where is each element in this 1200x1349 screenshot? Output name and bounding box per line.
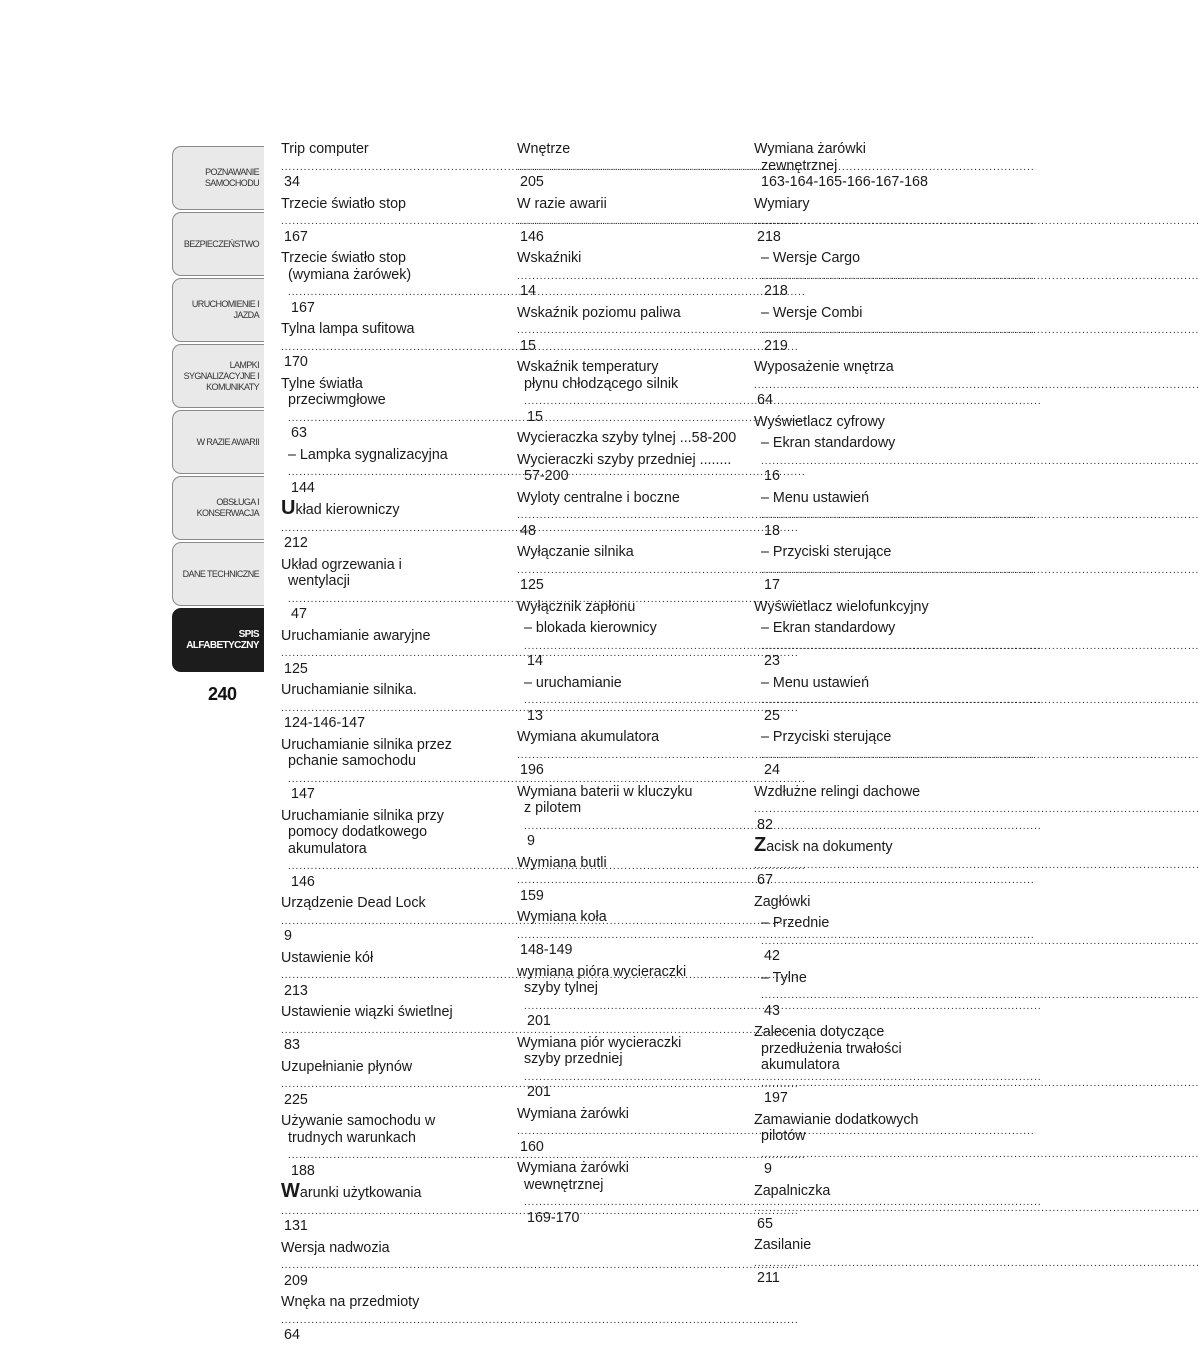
dot-leader — [761, 561, 976, 578]
page-ref[interactable]: 218 — [757, 228, 781, 245]
dot-leader — [281, 912, 503, 929]
dot-leader — [754, 856, 976, 873]
dot-leader — [281, 519, 503, 536]
dot-leader — [761, 1145, 976, 1162]
page-ref[interactable]: 48 — [520, 522, 536, 539]
page-ref[interactable]: 15 — [527, 408, 543, 425]
entry-text: Uzupełnianie płynów — [281, 1058, 413, 1075]
index-entry — [517, 675, 739, 725]
page-ref[interactable]: 219 — [764, 337, 788, 354]
entry-text: – Ekran standardowy — [761, 620, 896, 636]
entry-text: Wskaźnik temperatury — [517, 359, 659, 375]
entry-text: Wymiana żarówki — [517, 1160, 629, 1176]
entry-text: Wskaźniki — [517, 250, 582, 266]
entry-text: wentylacji — [288, 573, 350, 589]
index-entry — [754, 544, 976, 594]
entry-text: Używanie samochodu w — [281, 1113, 436, 1129]
dot-leader — [761, 637, 976, 654]
index-entry — [517, 620, 739, 670]
dot-leader — [281, 338, 503, 355]
index-entry — [754, 490, 976, 540]
entry-text: Wymiana piór wycieraczki — [517, 1034, 682, 1051]
page-ref[interactable]: 144 — [291, 479, 315, 496]
dot-leader — [281, 212, 503, 229]
index-entry — [281, 1004, 503, 1054]
dot-leader — [761, 321, 976, 338]
tab-label: POZNAWANIE SAMOCHODU — [204, 167, 259, 188]
page-ref[interactable]: 9 — [527, 833, 535, 849]
page-ref[interactable]: 167 — [291, 299, 315, 316]
dot-leader — [281, 1202, 503, 1219]
entry-text: Wyłącznik zapłonu — [517, 598, 636, 615]
index-entry — [281, 196, 503, 246]
entry-text: płynu chłodzącego silnik — [524, 375, 679, 392]
page-ref[interactable]: 197 — [764, 1090, 788, 1106]
index-entry — [281, 141, 503, 191]
index-entry — [754, 834, 976, 889]
dot-leader — [281, 1256, 503, 1273]
dot-leader — [524, 637, 739, 654]
page-ref[interactable]: 131 — [284, 1218, 308, 1234]
entry-text: – Przyciski sterujące — [761, 729, 892, 745]
dot-leader — [281, 966, 503, 983]
page-ref[interactable]: 211 — [757, 1270, 780, 1286]
initial-letter: W — [281, 1180, 300, 1202]
page-number: 240 — [208, 684, 237, 704]
dot-leader — [288, 857, 503, 874]
entry-text: Trip computer — [281, 141, 369, 157]
entry-text: pchanie samochodu — [288, 753, 416, 769]
index-entry — [754, 894, 976, 911]
entry-text: – Wersje Combi — [761, 304, 863, 321]
index-column-3 — [754, 141, 976, 1292]
entry-text: Wyloty centralne i boczne — [517, 489, 680, 506]
entry-text: Tylne światła — [281, 375, 363, 392]
entry-text: – blokada kierownicy — [524, 620, 657, 636]
page-ref[interactable]: 225 — [284, 1091, 308, 1108]
index-entry — [517, 909, 739, 959]
dot-leader — [281, 158, 503, 175]
page-ref[interactable]: 213 — [284, 982, 308, 999]
tab-spis-alfabetyczny[interactable] — [172, 608, 264, 672]
page-ref[interactable]: 82 — [757, 816, 773, 833]
index-entry — [517, 452, 739, 485]
index-entry — [754, 970, 976, 1020]
index-entry — [517, 1035, 739, 1101]
entry-text: – Menu ustawień — [761, 489, 870, 506]
page-ref[interactable]: 13 — [527, 707, 543, 724]
entry-text: 57-200 — [524, 468, 569, 484]
entry-text: – Tylne — [761, 969, 807, 986]
index-entry — [754, 435, 976, 485]
entry-text: Tylna lampa sufitowa — [281, 321, 415, 337]
index-entry — [517, 544, 739, 594]
page-ref[interactable]: 170 — [284, 354, 308, 370]
entry-text: – Menu ustawień — [761, 674, 870, 691]
page-ref[interactable]: 146 — [520, 228, 544, 245]
page-ref[interactable]: 14 — [527, 653, 543, 669]
dot-leader — [281, 1311, 503, 1328]
index-entry — [281, 447, 503, 497]
tab-poznawanie-samochodu[interactable] — [172, 146, 264, 210]
dot-leader — [761, 986, 976, 1003]
index-entry — [517, 599, 739, 616]
index-entry — [754, 414, 976, 431]
entry-text: Układ kierowniczy — [281, 497, 400, 519]
entry-text: W razie awarii — [517, 195, 607, 212]
entry-text: Wymiana baterii w kluczyku — [517, 783, 693, 800]
dot-leader — [754, 800, 976, 817]
entry-text: Zamawianie dodatkowych — [754, 1111, 919, 1128]
entry-text: zewnętrznej — [761, 157, 838, 174]
dot-leader — [517, 267, 739, 284]
page-ref[interactable]: 148-149 — [520, 942, 573, 958]
dot-leader — [754, 1199, 976, 1216]
index-entry — [281, 1180, 503, 1235]
index-entry — [754, 1183, 976, 1233]
entry-text: przedłużenia trwałości — [761, 1040, 902, 1057]
entry-text: Zagłówki — [754, 893, 811, 910]
page-ref[interactable]: 125 — [520, 577, 544, 593]
dot-leader — [761, 746, 976, 763]
page-ref[interactable]: 163-164-165-166-167-168 — [761, 174, 928, 190]
dot-leader — [281, 699, 503, 716]
index-entry — [281, 321, 503, 371]
page-ref[interactable]: 169-170 — [527, 1209, 580, 1226]
page-ref[interactable]: 146 — [291, 873, 315, 890]
entry-text: wymiana pióra wycieraczki — [517, 963, 687, 980]
entry-text: Trzecie światło stop — [281, 250, 407, 266]
entry-text: Układ ogrzewania i — [281, 556, 402, 573]
dot-leader — [517, 158, 739, 175]
index-entry — [754, 1112, 976, 1178]
index-entry — [754, 915, 976, 965]
dot-leader — [288, 770, 503, 787]
entry-text: Uruchamianie silnika przy — [281, 807, 444, 824]
index-entry — [754, 305, 976, 355]
tab-lampki-sygnalizacyjne-i-komunikaty[interactable] — [172, 344, 264, 408]
entry-text: z pilotem — [524, 800, 582, 816]
page-ref[interactable]: 9 — [764, 1161, 772, 1177]
dot-leader — [281, 1075, 503, 1092]
page-ref[interactable]: 125 — [284, 660, 308, 677]
dot-leader — [524, 817, 739, 834]
dot-leader — [517, 506, 739, 523]
entry-text: Wymiana koła — [517, 909, 607, 925]
index-entry — [754, 250, 976, 300]
index-entry — [517, 196, 739, 246]
entry-text: Wymiana butli — [517, 854, 607, 871]
index-entry — [517, 729, 739, 779]
page-ref[interactable]: 42 — [764, 948, 780, 964]
tab-label: SPIS ALFABETYCZNY — [186, 629, 259, 651]
entry-text: wewnętrznej — [524, 1176, 604, 1193]
entry-text: Wymiana żarówki — [517, 1105, 629, 1122]
dot-leader — [517, 561, 739, 578]
index-entry — [517, 1160, 739, 1226]
index-entry — [754, 784, 976, 834]
page-ref[interactable]: 159 — [520, 887, 544, 904]
entry-text: Wyświetlacz cyfrowy — [754, 413, 885, 430]
entry-text: – Ekran standardowy — [761, 435, 896, 451]
index-entry — [281, 950, 503, 1000]
index-column-2 — [517, 141, 739, 1231]
entry-text: Wymiana żarówki — [754, 141, 866, 157]
dot-leader — [288, 1146, 503, 1163]
page-ref[interactable]: 9 — [284, 928, 292, 944]
index-entry — [281, 682, 503, 732]
dot-leader — [754, 376, 976, 393]
dot-leader — [524, 1068, 739, 1085]
page-ref[interactable]: 63 — [291, 425, 307, 441]
entry-text: Uruchamianie silnika przez — [281, 736, 452, 753]
entry-text: przeciwmgłowe — [288, 392, 386, 408]
entry-text: – uruchamianie — [524, 674, 622, 691]
dot-leader — [761, 932, 976, 949]
tab-obsługa-i-konserwacja[interactable] — [172, 476, 264, 540]
entry-text: Ustawienie wiązki świetlnej — [281, 1004, 453, 1020]
page-ref[interactable]: 205 — [520, 174, 544, 190]
dot-leader — [524, 997, 739, 1014]
entry-text: Urządzenie Dead Lock — [281, 895, 426, 911]
index-entry — [281, 628, 503, 678]
dot-leader — [517, 321, 739, 338]
tab-uruchomienie-i-jazda[interactable] — [172, 278, 264, 342]
page-ref[interactable]: 201 — [527, 1013, 551, 1029]
page-ref[interactable]: 209 — [284, 1272, 308, 1289]
index-entry — [281, 1294, 503, 1344]
dot-leader — [288, 463, 503, 480]
page-ref[interactable]: 58-200 — [691, 430, 737, 446]
tab-label: URUCHOMIENIE I JAZDA — [191, 299, 259, 320]
index-entry — [754, 675, 976, 725]
entry-text: Wyłączanie silnika — [517, 544, 634, 560]
page-ref[interactable]: 124-146-147 — [284, 715, 366, 731]
entry-text: Wnęka na przedmioty — [281, 1294, 420, 1310]
dot-leader — [288, 590, 503, 607]
page-ref[interactable]: 83 — [284, 1037, 300, 1053]
index-entry — [517, 1106, 739, 1156]
index-entry — [517, 855, 739, 905]
entry-text: Uruchamianie silnika. — [281, 682, 417, 698]
page-ref[interactable]: 14 — [520, 283, 536, 299]
index-column-1 — [281, 141, 503, 1349]
tab-w-razie-awarii[interactable] — [172, 410, 264, 474]
dot-leader — [288, 409, 503, 426]
index-entry — [517, 490, 739, 540]
entry-text: szyby tylnej — [524, 980, 598, 996]
index-entry — [281, 1059, 503, 1109]
index-entry — [517, 250, 739, 300]
entry-text: Ustawienie kół — [281, 949, 374, 966]
dot-leader — [761, 267, 976, 284]
entry-text: Wymiary — [754, 195, 810, 212]
page-ref[interactable]: 64 — [284, 1327, 300, 1343]
entry-text: Wersja nadwozia — [281, 1239, 390, 1256]
page-ref[interactable]: 18 — [764, 522, 780, 539]
entry-text: – Przednie — [761, 915, 830, 931]
entry-text: Wycieraczka szyby tylnej ... — [517, 430, 692, 446]
page-ref[interactable]: 64 — [757, 392, 773, 408]
entry-text: trudnych warunkach — [288, 1129, 416, 1146]
page-ref[interactable]: 23 — [764, 653, 780, 669]
page-ref[interactable]: 34 — [284, 174, 300, 190]
index-entry — [281, 376, 503, 442]
dot-leader — [517, 746, 739, 763]
tab-label: LAMPKI SYGNALIZACYJNE I KOMUNIKATY — [183, 359, 259, 392]
entry-text: Uruchamianie awaryjne — [281, 627, 431, 644]
entry-text: Wyposażenie wnętrza — [754, 359, 894, 375]
entry-text: pilotów — [761, 1128, 806, 1144]
entry-text: Trzecie światło stop — [281, 195, 407, 212]
dot-leader — [754, 1254, 976, 1271]
entry-text: Wskaźnik poziomu paliwa — [517, 304, 681, 321]
page-ref[interactable]: 212 — [284, 535, 308, 551]
page-ref[interactable]: 67 — [757, 872, 773, 888]
page-ref[interactable]: 196 — [520, 762, 544, 778]
dot-leader — [517, 926, 739, 943]
page-ref[interactable]: 218 — [764, 283, 788, 299]
index-entry — [517, 784, 739, 850]
page-ref[interactable]: 147 — [291, 786, 315, 802]
tab-label: OBSŁUGA I KONSERWACJA — [196, 497, 259, 518]
dot-leader — [288, 283, 503, 300]
entry-text: – Przyciski sterujące — [761, 544, 892, 560]
page-ref[interactable]: 65 — [757, 1215, 773, 1232]
index-entry — [281, 737, 503, 803]
page-ref[interactable]: 16 — [764, 468, 780, 484]
index-entry — [281, 497, 503, 552]
index-entry — [517, 964, 739, 1030]
dot-leader — [524, 1193, 739, 1210]
page-ref[interactable]: 188 — [291, 1162, 315, 1179]
dot-leader — [517, 1122, 739, 1139]
entry-text: Zacisk na dokumenty — [754, 834, 893, 856]
dot-leader — [524, 392, 739, 409]
page-ref[interactable]: 24 — [764, 762, 780, 778]
entry-text: szyby przedniej — [524, 1051, 623, 1067]
entry-text: Wnętrze — [517, 141, 571, 157]
index-entry — [754, 196, 976, 246]
initial-letter: Z — [754, 834, 767, 856]
page-ref[interactable]: 15 — [520, 337, 536, 354]
index-entry — [517, 359, 739, 425]
index-entry — [754, 1024, 976, 1107]
entry-text: (wymiana żarówek) — [288, 266, 412, 283]
entry-text: Wymiana akumulatora — [517, 729, 660, 745]
page-ref[interactable]: 47 — [291, 606, 307, 622]
entry-text: akumulatora — [761, 1057, 840, 1073]
tab-label: DANE TECHNICZNE — [182, 568, 259, 579]
entry-text: Zalecenia dotyczące — [754, 1024, 885, 1040]
page-ref[interactable]: 160 — [520, 1138, 544, 1155]
entry-text: Zapalniczka — [754, 1182, 831, 1199]
page-ref[interactable]: 17 — [764, 577, 780, 593]
entry-text: Wyświetlacz wielofunkcyjny — [754, 598, 929, 615]
page-ref[interactable]: 201 — [527, 1084, 551, 1100]
dot-leader — [524, 691, 739, 708]
initial-letter: U — [281, 497, 296, 519]
entry-text: Warunki użytkowania — [281, 1180, 422, 1202]
index-entry — [281, 1240, 503, 1290]
tab-label: BEZPIECZEŃSTWO — [183, 238, 259, 249]
index-entry — [754, 141, 976, 191]
index-entry — [754, 599, 976, 616]
index-entry — [754, 1237, 976, 1287]
index-entry — [281, 557, 503, 623]
index-entry — [281, 895, 503, 945]
page-ref[interactable]: 167 — [284, 228, 308, 245]
index-entry — [754, 359, 976, 409]
dot-leader — [761, 1074, 976, 1091]
index-entry — [281, 808, 503, 891]
index-entry — [281, 1113, 503, 1179]
dot-leader — [517, 871, 739, 888]
tab-label: W RAZIE AWARII — [196, 436, 259, 447]
index-entry — [517, 141, 739, 191]
tab-dane-techniczne[interactable] — [172, 542, 264, 606]
entry-text: Wycieraczki szyby przedniej ........ — [517, 451, 732, 468]
entry-text: Zasilanie — [754, 1237, 812, 1253]
dot-leader — [761, 691, 976, 708]
page-ref[interactable]: 25 — [764, 707, 780, 724]
index-entry — [517, 430, 739, 447]
dot-leader — [281, 1021, 503, 1038]
entry-text: Wzdłużne relingi dachowe — [754, 783, 921, 800]
section-tabs — [172, 146, 264, 674]
tab-bezpieczeństwo[interactable] — [172, 212, 264, 276]
entry-text: pomocy dodatkowego — [288, 824, 428, 840]
dot-leader — [754, 212, 976, 229]
entry-text: – Lampka sygnalizacyjna — [288, 446, 448, 463]
dot-leader — [517, 212, 739, 229]
dot-leader — [281, 644, 503, 661]
entry-text: akumulatora — [288, 840, 367, 857]
index-entry — [517, 305, 739, 355]
dot-leader — [761, 506, 976, 523]
dot-leader — [761, 452, 976, 469]
entry-text: – Wersje Cargo — [761, 250, 861, 266]
index-entry — [754, 729, 976, 779]
page-ref[interactable]: 43 — [764, 1002, 780, 1019]
index-entry — [281, 250, 503, 316]
index-entry — [754, 620, 976, 670]
